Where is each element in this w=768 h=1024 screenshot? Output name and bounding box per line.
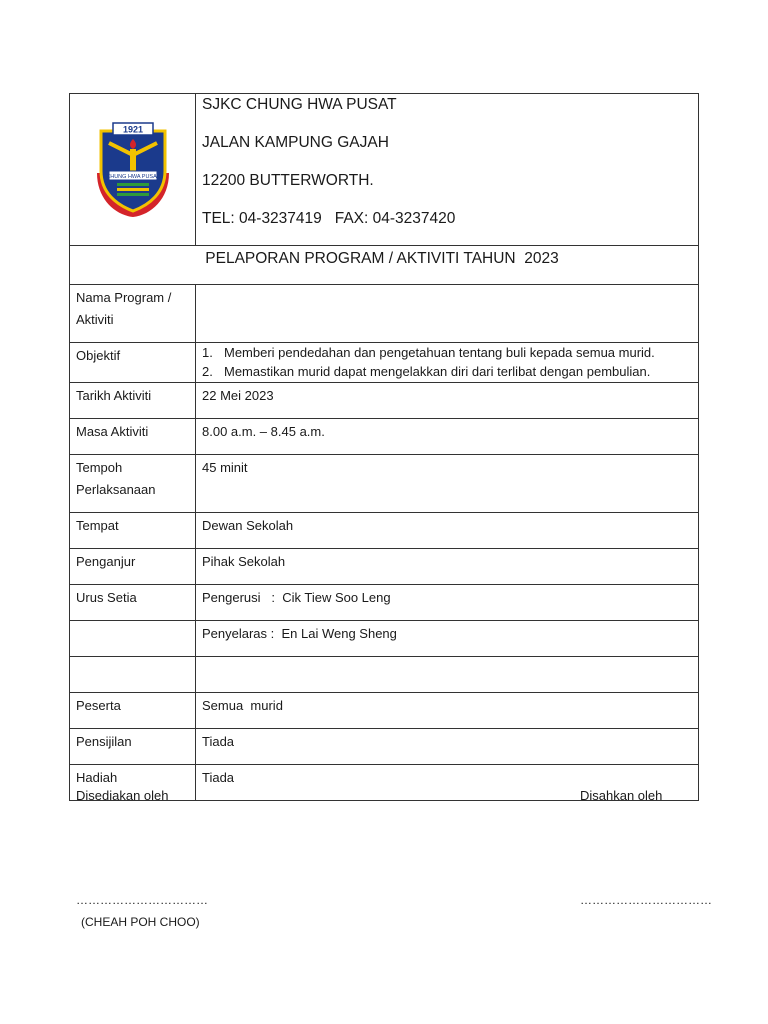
tempoh-label: Tempoh Perlaksanaan — [70, 455, 196, 513]
pensijilan-label: Pensijilan — [70, 729, 196, 765]
title-row — [70, 246, 699, 285]
nama-program-value — [196, 285, 699, 343]
table-row — [70, 657, 699, 693]
objective-list — [202, 343, 692, 381]
school-header-row — [70, 94, 699, 246]
table-row — [70, 343, 699, 383]
report-title: PELAPORAN PROGRAM / AKTIVITI TAHUN 2023 — [205, 250, 559, 267]
table-row — [70, 383, 699, 419]
pensijilan-value: Tiada — [196, 729, 699, 765]
objektif-label: Objektif — [70, 343, 196, 383]
table-row — [70, 455, 699, 513]
tarikh-value: 22 Mei 2023 — [196, 383, 699, 419]
objective-text: Memastikan murid dapat mengelakkan diri dari terlibat dengan pembulian. — [224, 364, 651, 379]
approved-by-label: Disahkan oleh — [580, 788, 663, 803]
school-name: SJKC CHUNG HWA PUSAT — [202, 96, 397, 113]
objective-number: 2. — [202, 364, 213, 379]
table-row — [70, 419, 699, 455]
nama-program-label: Nama Program / Aktiviti — [70, 285, 196, 343]
prepared-by-label: Disediakan oleh — [76, 788, 169, 803]
table-row — [70, 621, 699, 657]
tempat-value: Dewan Sekolah — [196, 513, 699, 549]
table-row — [70, 693, 699, 729]
school-crest-logo — [93, 121, 173, 219]
address-line-2: 12200 BUTTERWORTH. — [202, 172, 374, 189]
blank-label — [70, 657, 196, 693]
penyelaras-label — [70, 621, 196, 657]
hadiah-label: Hadiah — [70, 765, 196, 801]
blank-value — [196, 657, 699, 693]
urus-setia-label: Urus Setia — [70, 585, 196, 621]
logo-banner: CHUNG HWA PUSAT — [105, 173, 160, 180]
approved-signature-line: …………………………… — [580, 893, 712, 907]
table-row — [70, 585, 699, 621]
prepared-signature-line: …………………………… — [76, 893, 208, 907]
masa-label: Masa Aktiviti — [70, 419, 196, 455]
objective-number: 1. — [202, 345, 213, 360]
contact-line: TEL: 04-3237419 FAX: 04-3237420 — [202, 210, 456, 227]
prepared-by-name: (CHEAH POH CHOO) — [81, 915, 200, 929]
list-item — [202, 362, 692, 381]
objective-text: Memberi pendedahan dan pengetahuan tentang buli kepada semua murid. — [224, 345, 655, 360]
masa-value: 8.00 a.m. – 8.45 a.m. — [196, 419, 699, 455]
list-item — [202, 343, 692, 362]
hadiah-value: Tiada — [196, 765, 699, 801]
tempat-label: Tempat — [70, 513, 196, 549]
peserta-label: Peserta — [70, 693, 196, 729]
table-row — [70, 729, 699, 765]
tarikh-label: Tarikh Aktiviti — [70, 383, 196, 419]
penyelaras-value: Penyelaras : En Lai Weng Sheng — [196, 621, 699, 657]
logo-year: 1921 — [122, 124, 143, 134]
peserta-value: Semua murid — [196, 693, 699, 729]
school-logo-cell — [70, 94, 196, 246]
table-row — [70, 285, 699, 343]
address-line-1: JALAN KAMPUNG GAJAH — [202, 134, 389, 151]
pengerusi-value: Pengerusi : Cik Tiew Soo Leng — [196, 585, 699, 621]
penganjur-value: Pihak Sekolah — [196, 549, 699, 585]
table-row — [70, 549, 699, 585]
penganjur-label: Penganjur — [70, 549, 196, 585]
objektif-value — [196, 343, 699, 383]
table-row — [70, 513, 699, 549]
tempoh-value: 45 minit — [196, 455, 699, 513]
program-report-table — [69, 93, 699, 801]
school-info-cell — [196, 94, 699, 246]
